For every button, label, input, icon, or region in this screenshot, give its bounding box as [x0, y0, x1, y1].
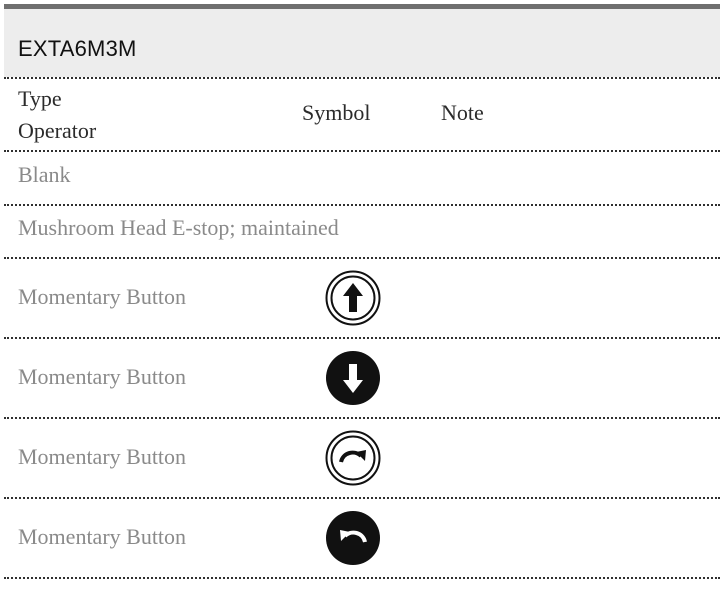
header-type: Type	[18, 86, 62, 111]
rotate-left-filled-icon	[325, 510, 381, 566]
divider	[4, 497, 720, 499]
row-type-momentary: Momentary Button	[18, 364, 187, 389]
divider	[4, 204, 720, 206]
arrow-up-outline-icon	[325, 270, 381, 326]
divider	[4, 150, 720, 152]
rotate-right-outline-icon	[325, 430, 381, 486]
header-symbol: Symbol	[302, 100, 371, 125]
divider	[4, 417, 720, 419]
divider	[4, 337, 720, 339]
row-type-blank: Blank	[18, 162, 71, 187]
header-operator: Operator	[18, 118, 97, 143]
row-type-momentary: Momentary Button	[18, 284, 187, 309]
row-type-momentary: Momentary Button	[18, 524, 187, 549]
row-type-estop: Mushroom Head E-stop; maintained	[18, 215, 339, 240]
divider	[4, 257, 720, 259]
header-note: Note	[441, 100, 484, 125]
arrow-down-filled-icon	[325, 350, 381, 406]
divider	[4, 77, 720, 79]
divider	[4, 577, 720, 579]
row-type-momentary: Momentary Button	[18, 444, 187, 469]
page-title: EXTA6M3M	[18, 36, 137, 61]
